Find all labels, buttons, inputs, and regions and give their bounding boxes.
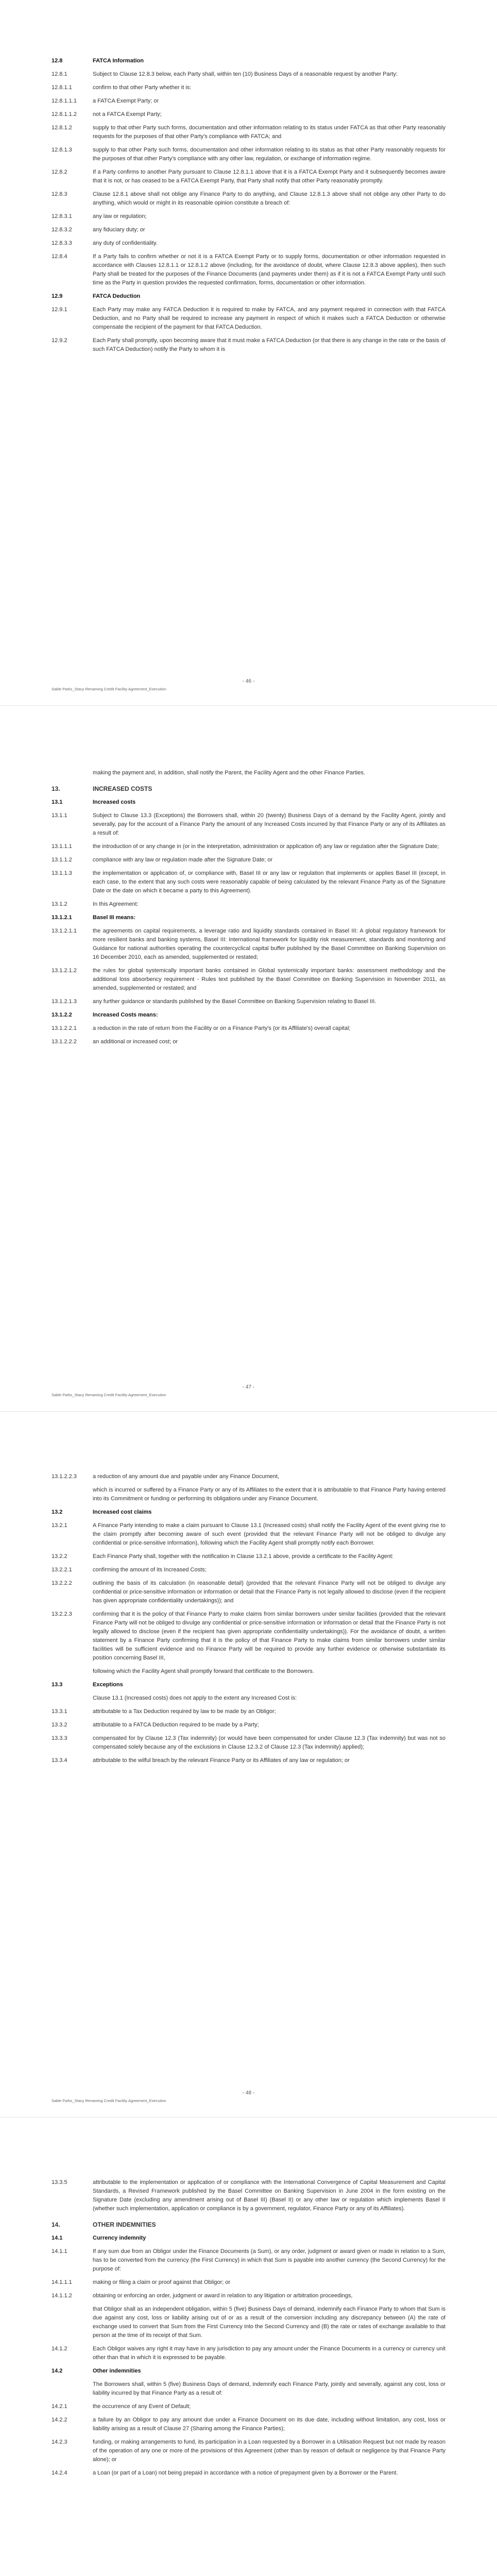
clause-text: the rules for global systemically important banks contained in Global systemically important banks: assessment methodology and the additional loss absorbency requirement - Rules text published by the Basel Committee on Banking Supervision in November 2011, as amended, supplemented or restated; and [93,968,445,991]
clause-number: 12.8.3.2 [52,227,72,233]
clause [52,1521,445,1548]
clause-text: attributable to the wilful breach by the relevant Finance Party or its Affiliates of any law or regulation; or [93,1757,350,1764]
clause-text: Increased Costs means: [93,1012,158,1018]
clause-text: outlining the basis of its calculation (in reasonable detail) (provided that the relevant Finance Party will not be obliged to divulge any confidential or price-sensitive information or information or detail that the Finance Party is not legally allowed to disclose (even if the recipient has given appropriate confidentiality undertakings)); and [93,1580,445,1604]
clause-text: a reduction in the rate of return from the Facility or on a Finance Party's (or its Affiliate's) overall capital; [93,1025,351,1031]
clause [52,856,445,865]
clause-number: 13.1.1.3 [52,870,72,876]
clause [52,2247,445,2274]
clause-heading [52,1508,445,1517]
clause [52,1024,445,1033]
clause-text: Other indemnities [93,2368,141,2374]
clause-number: 13.3.1 [52,1708,67,1715]
clause [52,2469,445,2478]
clause-text: any fiduciary duty; or [93,227,145,233]
clause [52,336,445,354]
clause [52,1610,445,1663]
clause [52,124,445,141]
clause-number: 12.8.1.1.1 [52,98,77,104]
clause-text: Currency indemnity [93,2235,146,2241]
clause-text: Clause 12.8.1 above shall not oblige any Finance Party to do anything, and Clause 12.8.1.3 above shall not oblige any other Party to do anything, which would or might in its reasonable opinion constitute a breach of: [93,191,445,206]
clause-text: Exceptions [93,1682,123,1688]
clause-number: 13.1.2.1.1 [52,928,77,934]
clause-number: 12.9.2 [52,337,67,344]
page-footer [0,679,497,696]
clause-text: making or filing a claim or proof against that Obligor; or [93,2279,231,2285]
clause-number: 14.1.2 [52,2346,67,2352]
clause [52,239,445,248]
clause-text: making the payment and, in addition, shall notify the Parent, the Facility Agent and the other Finance Parties. [93,770,365,776]
page-body [52,1472,445,1765]
clause-number: 12.8.3.3 [52,240,72,246]
clause-text: Subject to Clause 13.3 (Exceptions) the Borrowers shall, within 20 (twenty) Business Days of a demand by the Facility Agent, jointly and severally, pay for the account of a Finance Party the amount of any Increased Costs incurred by that Finance Party or any of its Affiliates as a result of: [93,812,445,836]
clause [52,2278,445,2287]
clause [52,2178,445,2213]
clause-text: a Loan (or part of a Loan) not being prepaid in accordance with a notice of prepayment given by a Borrower or the Parent. [93,2470,398,2476]
clause [52,1707,445,1716]
clause-number: 13.1.2.1.2 [52,968,77,974]
clause-number: 12.8.1.2 [52,125,72,131]
clause-number: 13.1.2.2 [52,1012,72,1018]
clause-text: any further guidance or standards published by the Basel Committee on Banking Supervision relating to Basel III. [93,998,376,1005]
clause-text: Subject to Clause 12.8.3 below, each Party shall, within ten (10) Business Days of a reasonable request by another Party: [93,71,398,77]
clause-number [52,2380,93,2398]
clause [52,1579,445,1605]
clause [52,212,445,221]
clause-text: the agreements on capital requirements, a leverage ratio and liquidity standards contained in Basel III: A global regulatory framework for more resilient banks and banking systems, Basel III: International framework for liquidity risk measurement, standards and monitoring and Guidance for national authorities operating the countercyclical capital buffer published by the Basel Committee on Banking Supervision on 16 December 2010, each as amended, supplemented or restated; [93,928,445,960]
clause-number: 12.8.4 [52,253,67,260]
clause-text: Each Party shall promptly, upon becoming aware that it must make a FATCA Deduction (or that there is any change in the rate or the basis of such FATCA Deduction) notify the Party to whom it is [93,337,445,352]
clause-number: 13.2.1 [52,1522,67,1529]
clause-text: confirming that it is the policy of that Finance Party to make claims from similar borrowers under similar facilities (provided that the relevant Finance Party will not be obliged to divulge any confidential or price-sensitive information or information or detail that the Finance Party is not legally allowed to disclose (even if the recipient has given appropriate confidentiality undertakings)). For the avoidance of doubt, a written statement by a Finance Party confirming that it is the policy of that Finance Party to make claims from similar borrowers under similar facilities will be sufficient evidence and no Finance Party will be required to provide any further evidence or otherwise substantiate its position concerning Basel III, [93,1611,445,1661]
clause-number: 14.2 [52,2368,63,2374]
clause-text: any duty of confidentiality. [93,240,158,246]
clause-number: 14.1.1 [52,2248,67,2255]
clause [52,927,445,962]
page [0,0,497,706]
clause [52,2345,445,2362]
clause-text: attributable to a FATCA Deduction required to be made by a Party; [93,1722,259,1728]
clause [52,842,445,851]
page-footer [0,2090,497,2108]
clause-number: 13.1.2.1 [52,914,72,921]
document-reference: Sable Parks_Stacy Renaming Credit Facility Agreement_Execution [52,2098,166,2103]
clause-heading [52,1011,445,1020]
clause-heading [52,1681,445,1689]
clause-text: Increased costs [93,799,136,805]
clause [52,1721,445,1730]
page [0,2117,497,2576]
clause-number: 12.9 [52,293,63,299]
page-body [52,2178,445,2478]
clause [52,97,445,106]
clause [52,811,445,838]
clause-number: 14.2.4 [52,2470,67,2476]
clause-number: 12.8.1 [52,71,67,77]
clause-number: 13.1.2.2.3 [52,1473,77,1480]
clause-number: 12.9.1 [52,307,67,313]
clause-number: 13.1.2.2.1 [52,1025,77,1031]
clause-text: compliance with any law or regulation made after the Signature Date; or [93,857,273,863]
page-body [52,57,445,354]
clause [52,146,445,163]
page-body [52,769,445,1046]
clause [52,168,445,185]
clause [52,70,445,79]
clause-text: If a Party confirms to another Party pursuant to Clause 12.8.1.1 above that it is a FATCA Exempt Party and it subsequently becomes aware that it is not, or has ceased to be a FATCA Exempt Party, that Party shall notify that other Party reasonably promptly. [93,169,445,184]
section-heading [52,2221,445,2229]
page [0,1412,497,2117]
clause [52,1734,445,1752]
clause [52,190,445,208]
clause-number: 14.1.1.1 [52,2279,72,2285]
clause-text: In this Agreement: [93,901,139,907]
clause-heading [52,2367,445,2376]
clause-text: following which the Facility Agent shall promptly forward that certificate to the Borrowers. [93,1668,314,1674]
clause [52,1756,445,1765]
clause [52,769,445,777]
clause-number [52,769,93,777]
clause [52,1667,445,1676]
clause [52,967,445,993]
clause-text: the introduction of or any change in (or in the interpretation, administration or application of) any law or regulation after the Signature Date; [93,843,439,850]
clause-text: OTHER INDEMNITIES [93,2221,156,2228]
clause-number: 13.3.2 [52,1722,67,1728]
clause-text: FATCA Information [93,58,144,64]
page-number: - 47 - [242,1384,255,1390]
clause-number: 12.8.1.3 [52,147,72,153]
clause-number: 13.2.2.3 [52,1611,72,1617]
page-number: - 46 - [242,679,255,684]
clause-number: 14.1.1.2 [52,2293,72,2299]
clause [52,2438,445,2464]
clause-number: 13.1.1.1 [52,843,72,850]
clause-number: 14.2.3 [52,2439,67,2445]
clause-text: a FATCA Exempt Party; or [93,98,159,104]
clause [52,2305,445,2340]
clause-number: 13.2.2 [52,1553,67,1560]
clause-text: which is incurred or suffered by a Finance Party or any of its Affiliates to the extent that it is attributable to that Finance Party having entered into its Commitment or funding or performing its obligations under any Finance Document. [93,1487,445,1502]
clause [52,900,445,909]
clause-number: 12.8 [52,58,63,64]
clause [52,1694,445,1703]
clause-number: 14. [52,2221,60,2228]
clause-number: 13.1.1 [52,812,67,819]
clause-number [52,1694,93,1703]
clause-heading [52,292,445,301]
clause-text: confirm to that other Party whether it is: [93,84,192,91]
section-heading [52,785,445,793]
clause [52,226,445,234]
clause [52,306,445,332]
clause-number: 13.2.2.1 [52,1567,72,1573]
clause [52,1038,445,1046]
clause-number: 12.8.2 [52,169,67,175]
clause-number: 12.8.1.1 [52,84,72,91]
clause [52,2292,445,2300]
clause [52,997,445,1006]
clause-text: that Obligor shall as an independent obligation, within 5 (five) Business Days of demand, indemnify each Finance Party to whom that Sum is due against any cost, loss or liability arising out of or as a result of the conversion including any discrepancy between (A) the rate of exchange used to convert that Sum from the First Currency into the Second Currency and (B) the rate or rates of exchange available to that person at the time of its receipt of that Sum. [93,2306,445,2338]
clause-number: 13.2.2.2 [52,1580,72,1586]
clause-text: supply to that other Party such forms, documentation and other information relating to its status under FATCA as that other Party reasonably requests for the purposes of that other Party's compliance with FATCA; and [93,125,445,140]
clause-text: a reduction of any amount due and payable under any Finance Document, [93,1473,280,1480]
clause-heading [52,798,445,807]
document-reference: Sable Parks_Stacy Renaming Credit Facility Agreement_Execution [52,687,166,691]
clause [52,1566,445,1574]
clause-text: FATCA Deduction [93,293,141,299]
clause-number: 12.8.1.1.2 [52,111,77,117]
clause-text: INCREASED COSTS [93,785,152,792]
clause-text: funding, or making arrangements to fund, its participation in a Loan requested by a Borrower in a Utilisation Request but not made by reason of the operation of any one or more of the provisions of this Agreement (other than by reason of default or negligence by that Finance Party alone); or [93,2439,445,2463]
clause-text: Each Finance Party shall, together with the notification in Clause 13.2.1 above, provide a certificate to the Facility Agent: [93,1553,393,1560]
clause-text: attributable to the implementation or application of or compliance with the International Convergence of Capital Measurement and Capital Standards, a Revised Framework published by the Basel Committee on Banking Supervision in June 2004 in the form existing on the Signature Date (excluding any amendment arising out of Basel III) (Basel II) or any other law or regulation which implements Basel II (whether such implementation, application or compliance is by a government, regulator, Finance Party or any of its Affiliates). [93,2179,445,2212]
clause-text: the occurrence of any Event of Default; [93,2403,191,2410]
clause-heading [52,57,445,65]
clause-number: 13.1.2.1.3 [52,998,77,1005]
clause-text: not a FATCA Exempt Party; [93,111,162,117]
clause-number: 13.3 [52,1682,63,1688]
clause-number: 13.1 [52,799,63,805]
clause-number: 12.8.3.1 [52,213,72,219]
clause-number: 13. [52,785,60,792]
clause-number: 13.1.2.2.2 [52,1039,77,1045]
clause-text: The Borrowers shall, within 5 (five) Business Days of demand, indemnify each Finance Party, jointly and severally, against any cost, loss or liability incurred by that Finance Party as a result of: [93,2381,445,2396]
page-footer [0,1384,497,1402]
clause [52,869,445,895]
clause-text: compensated for by Clause 12.3 (Tax indemnity) (or would have been compensated for under Clause 12.3 (Tax indemnity) but was not so compensated solely because any of the exclusions in Clause 12.3.2 of Clause 12.3 (Tax indemnity) applied); [93,1735,445,1750]
clause [52,2416,445,2433]
clause [52,252,445,287]
clause [52,1472,445,1481]
document-reference: Sable Parks_Stacy Renaming Credit Facility Agreement_Execution [52,1393,166,1397]
clause-text: A Finance Party intending to make a claim pursuant to Clause 13.1 (Increased costs) shall notify the Facility Agent of the event giving rise to the claim promptly after becoming aware of such event (provided that the relevant Finance Party will not be obliged to divulge any confidential or price-sensitive information), following which the Facility Agent shall promptly notify each Borrower. [93,1522,445,1546]
clause-number [52,2305,93,2340]
clause-text: attributable to a Tax Deduction required by law to be made by an Obligor; [93,1708,276,1715]
clause-text: supply to that other Party such forms, documentation and other information relating to its status as that other Party reasonably requests for the purposes of that other Party's compliance with any other law, regulation, or exchange of information regime. [93,147,445,162]
clause-text: If a Party fails to confirm whether or not it is a FATCA Exempt Party or to supply forms, documentation or other information requested in accordance with Clauses 12.8.1.1 or 12.8.1.2 above (including, for the avoidance of doubt, where Clause 12.8.3 above applies), then such Party shall be treated for the purposes of the Finance Documents (and payments under them) as if it is not a FATCA Exempt Party until such time as the Party in question provides the requested confirmation, forms, documentation or other information. [93,253,445,286]
clause-number: 13.3.3 [52,1735,67,1741]
clause-heading [52,913,445,922]
clause-text: Each Party may make any FATCA Deduction it is required to make by FATCA, and any payment required in connection with that FATCA Deduction, and no Party shall be required to increase any payment in respect of which it makes such a FATCA Deduction or otherwise compensate the recipient of the payment for that FATCA Deduction. [93,307,445,330]
clause-number: 12.8.3 [52,191,67,197]
clause-number: 13.1.1.2 [52,857,72,863]
clause-text: an additional or increased cost; or [93,1039,178,1045]
clause-number [52,1486,93,1503]
clause-text: confirming the amount of its Increased Costs; [93,1567,207,1573]
clause-text: If any sum due from an Obligor under the Finance Documents (a Sum), or any order, judgment or award given or made in relation to a Sum, has to be converted from the currency (the First Currency) in which that Sum is payable into another currency (the Second Currency) for the purpose of: [93,2248,445,2272]
clause-number: 13.3.4 [52,1757,67,1764]
clause [52,83,445,92]
clause [52,110,445,119]
clause-number: 14.2.2 [52,2417,67,2423]
clause-number: 14.2.1 [52,2403,67,2410]
clause-number: 14.1 [52,2235,63,2241]
clause-number: 13.2 [52,1509,63,1515]
clause [52,1486,445,1503]
page [0,706,497,1412]
clause-text: Increased cost claims [93,1509,152,1515]
clause-number [52,1667,93,1676]
clause [52,2380,445,2398]
clause-text: a failure by an Obligor to pay any amount due under a Finance Document on its due date, including without limitation, any cost, loss or liability arising as a result of Clause 27 (Sharing among the Finance Parties); [93,2417,445,2432]
clause-heading [52,2234,445,2243]
clause-text: Basel III means: [93,914,136,921]
clause-text: the implementation or application of, or compliance with, Basel III or any law or regulation that implements or applies Basel III (except, in each case, to the extent that any such costs were reasonably capable of being calculated by the relevant Finance Party as of the Signature Date or the date on which it became a party to this Agreement). [93,870,445,894]
clause-text: any law or regulation; [93,213,147,219]
clause-text: Each Obligor waives any right it may have in any jurisdiction to pay any amount under the Finance Documents in a currency or currency unit other than that in which it is expressed to be payable. [93,2346,445,2361]
clause-text: obtaining or enforcing an order, judgment or award in relation to any litigation or arbitration proceedings, [93,2293,353,2299]
clause [52,1552,445,1561]
clause-number: 13.3.5 [52,2179,67,2185]
page-number: - 48 - [242,2090,255,2096]
clause-number: 13.1.2 [52,901,67,907]
clause-text: Clause 13.1 (Increased costs) does not apply to the extent any Increased Cost is: [93,1695,297,1701]
clause [52,2402,445,2411]
